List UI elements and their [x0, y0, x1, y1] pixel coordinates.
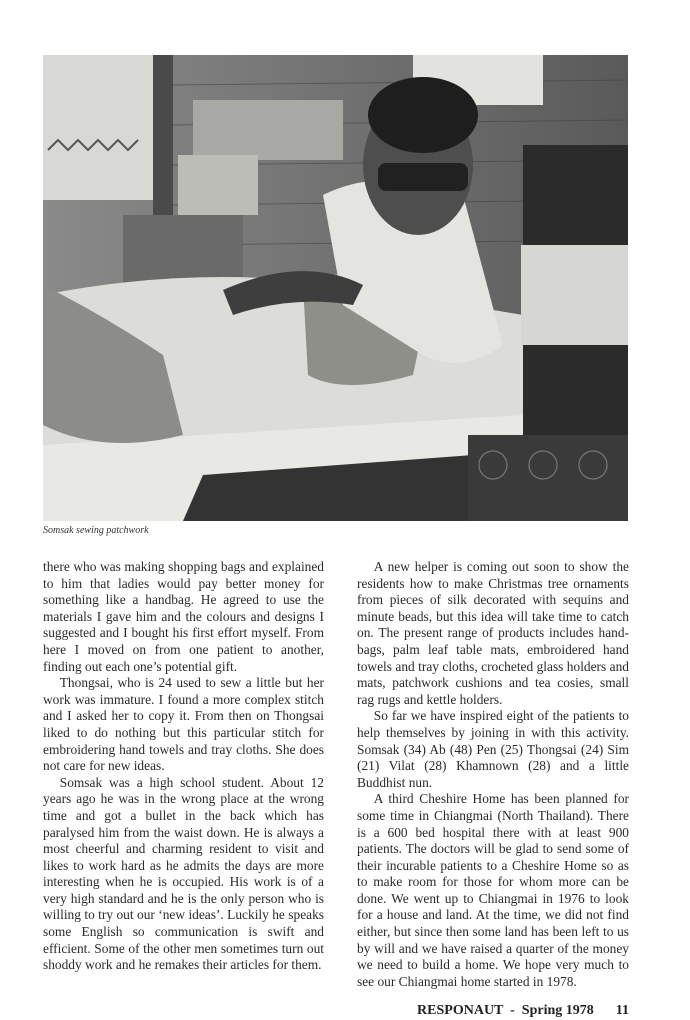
page-footer	[357, 1002, 629, 1020]
paragraph: there who was making shopping bags and explained to him that ladies would pay better money for something like a handbag. He agreed to use the materials I gave him and the colours and designs I suggested and I bought his first effort myself. From here I moved on from one patient to another, finding out each one’s potential gift.	[43, 559, 324, 674]
paragraph: Thongsai, who is 24 used to sew a little but her work was immature. I found a more complex stitch and I asked her to copy it. From then on Thongsai liked to do nothing but this particular stitch for embroidering hand towels and tray cloths. She does not care for new ideas.	[43, 675, 324, 774]
photo-caption: Somsak sewing patchwork	[43, 525, 149, 536]
right-column	[357, 559, 629, 1020]
photo-somsak-sewing	[43, 55, 628, 521]
paragraph: A third Cheshire Home has been planned for some time in Chiangmai (North Thailand). There is a 600 bed hospital there with at least 900 patients. The doctors will be glad to send some of their incurable patients to a Cheshire Home so as to make room for those for whom more can be done. We went up to Chiangmai in 1976 to look for a house and land. At the time, we did not find either, but since then some land has been left to us by will and we have raised a quarter of the money we need to build a home. We hope very much to see our Chiangmai home started in 1978.	[357, 791, 629, 989]
page-number: 11	[615, 1003, 629, 1019]
paragraph: Somsak was a high school student. About 12 years ago he was in the wrong place at the wrong time and got a bullet in the back which has paralysed him from the waist down. He is always a most cheerful and charming resident to visit and likes to work hard as he admits the days are more interesting when he is occupied. His work is of a very high standard and he is the only person who is willing to try out our ‘new ideas’. Luckily he speaks some English so communication is swift and efficient. Some of the other men sometimes turn out shoddy work and he remakes their articles for them.	[43, 774, 324, 973]
paragraph: A new helper is coming out soon to show the residents how to make Christmas tree ornaments from pieces of silk decorated with sequins and minute beads, but this idea will take time to catch on. The present range of products includes handbags, palm leaf table mats, embroidered hand towels and tray cloths, crocheted glass holders and mats, patchwork cushions and tea cosies, small rag rugs and kettle holders.	[357, 559, 629, 707]
left-column	[43, 559, 324, 974]
photo-image	[43, 55, 628, 521]
publication-title: RESPONAUT - Spring 1978	[417, 1003, 594, 1019]
paragraph: So far we have inspired eight of the patients to help themselves by joining in with this activity. Somsak (34) Ab (48) Pen (25) Thongsai (24) Sim (21) Vilat (28) Khamnown (28) and a little Buddhist nun.	[357, 708, 629, 790]
